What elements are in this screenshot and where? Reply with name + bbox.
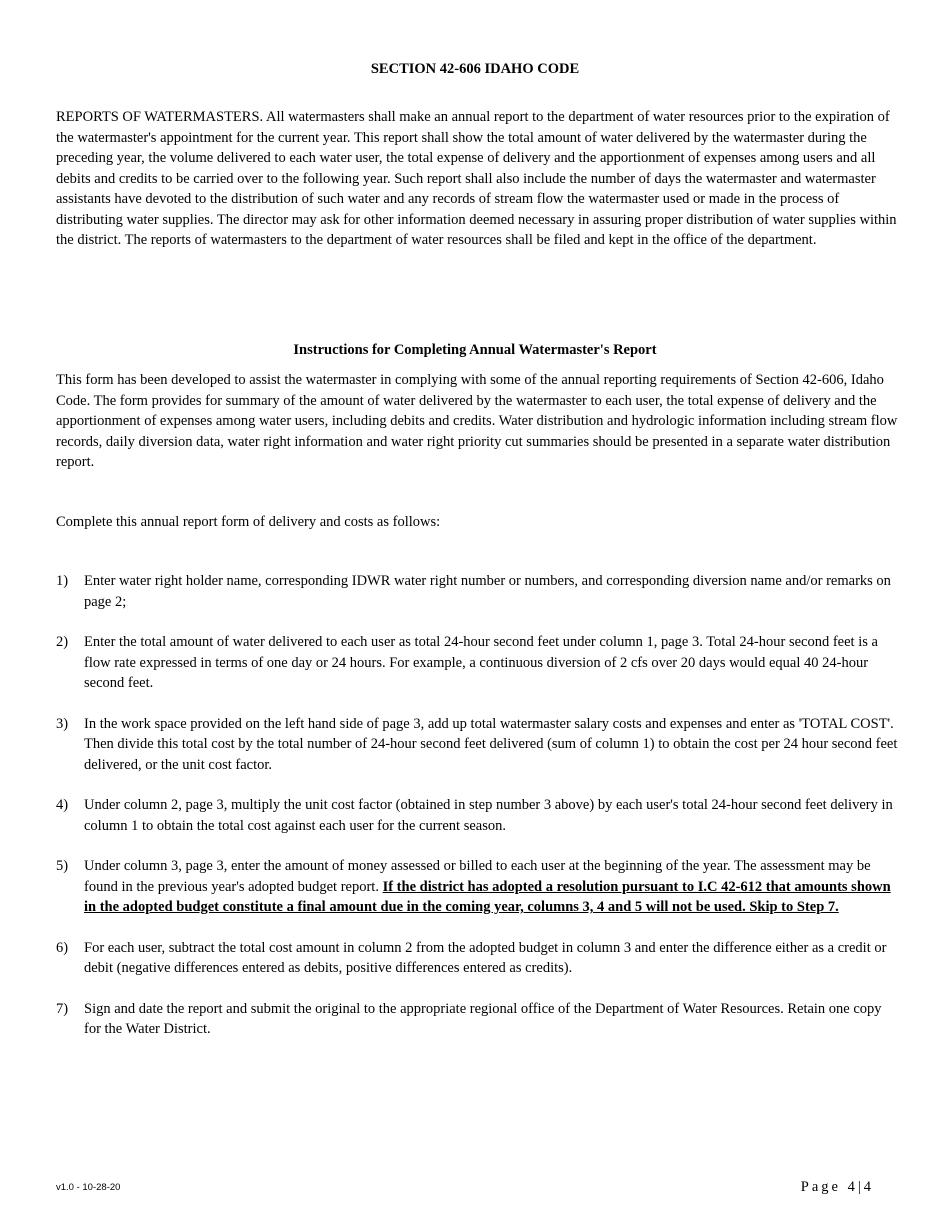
statute-text: REPORTS OF WATERMASTERS. All watermasters shall make an annual report to the department of water resources prior to the expiration of the watermaster's appointment for the current year. This report shall show the total amount of water delivered by the watermaster during the preceding year, the volume delivered to each water user, the total expense of delivery and the apportionment of expenses among users and all debits and credits to be carried over to the following year. Such report shall also include the number of days the watermaster and watermaster assistants have devoted to the distribution of such water and any records of stream flow the watermaster used or made in the process of distributing water supplies. The director may ask for other information deemed necessary in assuring proper distribution of water supplies within the district. The reports of watermasters to the department of water resources shall be filed and kept in the office of the department. <box>56 109 897 248</box>
version-label: v1.0 - 10-28-20 <box>56 1182 121 1193</box>
instructions-title: Instructions for Completing Annual Watermaster's Report <box>293 342 657 358</box>
step-text: Sign and date the report and submit the original to the appropriate regional office of the Department of Water Resources. Retain one copy for the Water District. <box>84 1000 882 1037</box>
step-text: Under column 2, page 3, multiply the unit cost factor (obtained in step number 3 above) by each user's total 24-hour second feet delivery in column 1 to obtain the total cost against each user for the current season. <box>84 797 893 834</box>
step-text: For each user, subtract the total cost amount in column 2 from the adopted budget in column 3 and enter the difference either as a credit or debit (negative differences entered as debits, positive differences entered as credits). <box>84 939 887 976</box>
instruction-step <box>56 571 898 612</box>
instruction-step <box>56 999 898 1040</box>
step-number: 4) <box>56 797 69 813</box>
step-number: 6) <box>56 939 69 956</box>
section-title: SECTION 42-606 IDAHO CODE <box>370 61 580 77</box>
step-number: 1) <box>56 573 69 589</box>
step-emphasis: If the district has adopted a resolution pursuant to I.C 42-612 that amounts shown in the adopted budget constitute a final amount due in the coming year, columns 3, 4 and 5 will not be used. Skip to Step 7. <box>84 878 891 915</box>
instructions-complete-line: Complete this annual report form of delivery and costs as follows: <box>56 514 441 530</box>
page-number: Page 4|4 <box>800 1179 874 1195</box>
step-text: Under column 3, page 3, enter the amount of money assessed or billed to each user at the beginning of the year. The assessment may be found in the previous year's adopted budget report. <box>84 858 871 895</box>
step-number: 7) <box>56 1000 69 1017</box>
instruction-step <box>56 938 898 979</box>
step-number: 3) <box>56 715 69 732</box>
step-text: Enter water right holder name, corresponding IDWR water right number or numbers, and corresponding diversion name and/or remarks on page 2; <box>84 573 891 610</box>
instruction-step <box>56 795 898 836</box>
step-number: 2) <box>56 634 69 650</box>
instruction-step <box>56 632 898 694</box>
instruction-step <box>56 714 898 776</box>
step-number: 5) <box>56 858 69 874</box>
instruction-step <box>56 856 898 918</box>
instruction-steps <box>56 571 898 1060</box>
instructions-intro: This form has been developed to assist the watermaster in complying with some of the annual reporting requirements of Section 42-606, Idaho Code. The form provides for summary of the amount of water delivered by the watermaster to each user, the total expense of delivery and the apportionment of expenses among water users, including debits and credits. Water distribution and hydrologic information including stream flow records, daily diversion data, water right information and water right priority cut summaries should be presented in a separate water distribution report. <box>56 372 898 470</box>
step-text: In the work space provided on the left hand side of page 3, add up total watermaster salary costs and expenses and enter as 'TOTAL COST'. Then divide this total cost by the total number of 24-hour second feet delivered (sum of column 1) to obtain the cost per 24 hour second feet delivered, or the unit cost factor. <box>84 715 898 773</box>
step-text: Enter the total amount of water delivered to each user as total 24-hour second feet under column 1, page 3. Total 24-hour second feet is a flow rate expressed in terms of one day or 24 hours. For example, a continuous diversion of 2 cfs over 20 days would equal 40 24-hour second feet. <box>84 634 878 691</box>
